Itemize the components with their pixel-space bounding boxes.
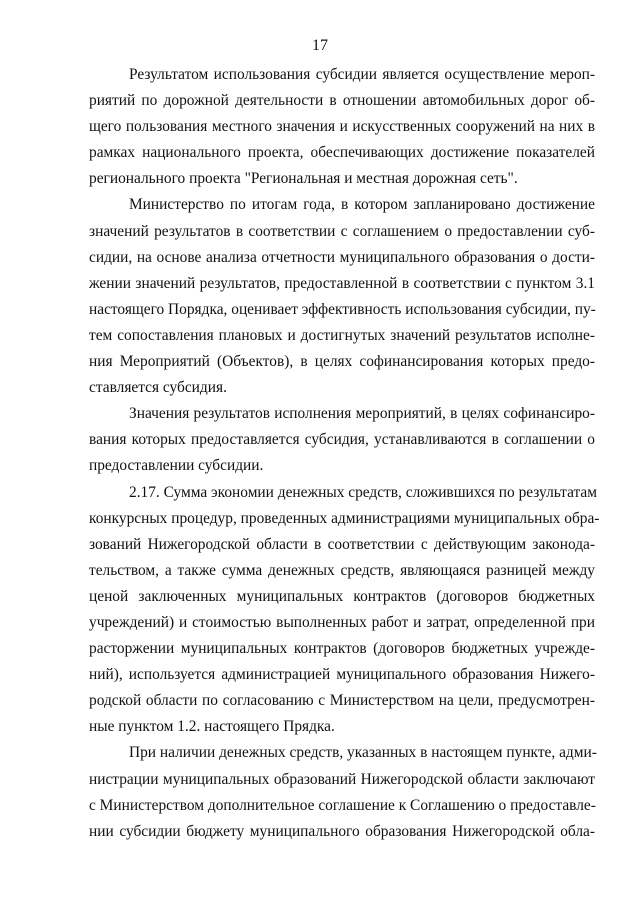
text-line: настоящего Порядка, оценивает эффективность использования субсидии, пу- [89, 300, 596, 318]
paragraph [89, 401, 595, 479]
text-line: 2.17. Сумма экономии денежных средств, сложившихся по результатам [129, 483, 598, 501]
text-line: родской области по согласованию с Министерством на цели, предусмотрен- [89, 692, 595, 710]
paragraph [89, 480, 600, 741]
text-line: тельством, а также сумма денежных средств, являющаяся разницей между [89, 561, 595, 579]
text-line: ния Мероприятий (Объектов), в целях софинансирования которых предо- [89, 353, 595, 371]
text-line: вания которых предоставляется субсидия, устанавливаются в соглашении о [89, 431, 595, 449]
text-line: учреждений) и стоимостью выполненных работ и затрат, определенной при [89, 613, 595, 631]
text-line: Результатом использования субсидии является осуществление мероп- [129, 66, 595, 83]
text-line: ставляется субсидия. [89, 379, 227, 397]
text-line: риятий по дорожной деятельности в отношении автомобильных дорог об- [89, 92, 595, 110]
text-line: тем сопоставления плановых и достигнутых значений результатов исполне- [89, 326, 595, 344]
text-line: конкурсных процедур, проведенных администрациями муниципальных обра- [89, 509, 600, 527]
text-line: нистрации муниципальных образований Нижегородской области заключают [89, 770, 595, 788]
paragraph [89, 62, 595, 192]
text-line: Министерство по итогам года, в котором запланировано достижение [129, 196, 595, 214]
text-line: предоставлении субсидии. [89, 457, 264, 475]
text-line: сидии, на основе анализа отчетности муниципального образования о дости- [89, 248, 595, 266]
text-line: регионального проекта "Региональная и местная дорожная сеть". [89, 170, 518, 188]
text-line: рамках национального проекта, обеспечивающих достижение показателей [89, 144, 595, 162]
text-line: зований Нижегородской области в соответствии с действующим законода- [89, 535, 595, 553]
text-line: нии субсидии бюджету муниципального образования Нижегородской обла- [89, 822, 595, 840]
text-line: щего пользования местного значения и искусственных сооружений на них в [89, 118, 595, 136]
text-line: с Министерством дополнительное соглашение к Соглашению о предоставле- [89, 796, 596, 814]
text-line: расторжении муниципальных контрактов (договоров бюджетных учрежде- [89, 640, 595, 658]
text-line: значений результатов в соответствии с соглашением о предоставлении суб- [89, 222, 595, 240]
text-line: ные пунктом 1.2. настоящего Прядка. [89, 718, 335, 736]
text-line: При наличии денежных средств, указанных в настоящем пункте, адми- [129, 744, 597, 762]
page-number: 17 [312, 37, 328, 54]
text-line: жении значений результатов, предоставленной в соответствии с пунктом 3.1 [89, 274, 595, 292]
text-line: Значения результатов исполнения мероприятий, в целях софинансиро- [129, 405, 595, 423]
text-line: ний), используется администрацией муниципального образования Нижего- [89, 666, 595, 684]
text-line: ценой заключенных муниципальных контрактов (договоров бюджетных [89, 587, 595, 605]
document-body [89, 62, 600, 845]
paragraph [89, 192, 595, 401]
paragraph [89, 740, 595, 844]
